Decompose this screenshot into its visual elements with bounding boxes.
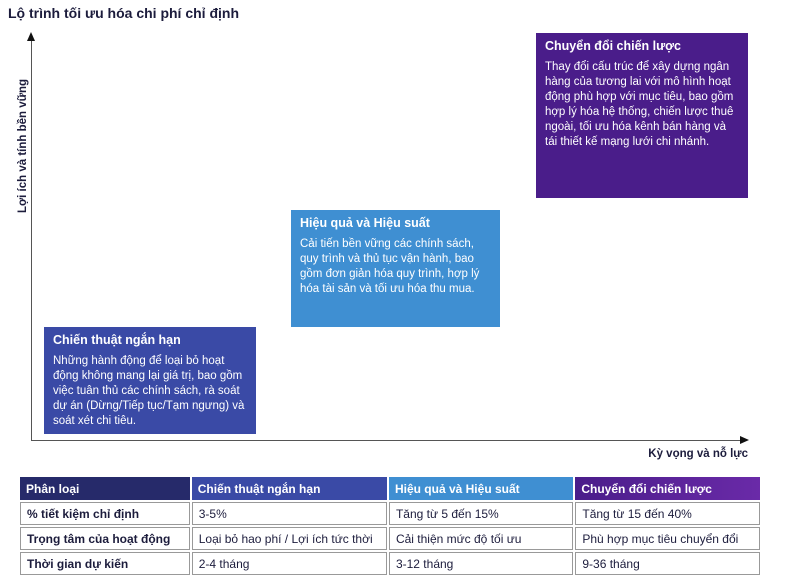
box-strategic-transformation xyxy=(536,33,748,198)
table-cell: 3-5% xyxy=(192,502,387,525)
table-row xyxy=(20,502,760,525)
box-title: Chuyển đổi chiến lược xyxy=(545,39,682,53)
y-axis-arrow-icon xyxy=(27,32,35,41)
box-text: Thay đổi cấu trúc để xây dựng ngân hàng của tương lai với mô hình hoạt động phù hợp với mục tiêu, bao gồm hợp lý hóa hệ thống, chiến lược thuê ngoài, tối ưu hóa kênh bán hàng và tái thiết kế mạng lưới chi nhánh. xyxy=(545,61,734,148)
x-axis-arrow-icon xyxy=(740,436,749,444)
x-axis xyxy=(31,440,741,441)
box-efficiency xyxy=(291,210,500,327)
row-header: Trọng tâm của hoạt động xyxy=(20,527,190,550)
table-header-row xyxy=(20,477,760,500)
table-cell: Tăng từ 5 đến 15% xyxy=(389,502,573,525)
header-cell: Chiến thuật ngắn hạn xyxy=(192,477,387,500)
header-cell: Phân loại xyxy=(20,477,190,500)
box-text: Cải tiến bền vững các chính sách, quy trình và thủ tục vận hành, bao gồm đơn giản hóa quy trình, hợp lý hóa tài sản và tối ưu hóa thu mua. xyxy=(300,238,480,295)
y-axis-label: Lợi ích và tính bền vững xyxy=(17,78,29,214)
table-cell: 9-36 tháng xyxy=(575,552,760,575)
table-cell: Tăng từ 15 đến 40% xyxy=(575,502,760,525)
table-row xyxy=(20,527,760,550)
row-header: Thời gian dự kiến xyxy=(20,552,190,575)
y-axis xyxy=(31,40,32,441)
table-cell: Cải thiện mức độ tối ưu xyxy=(389,527,573,550)
box-title: Hiệu quả và Hiệu suất xyxy=(300,216,430,230)
table-cell: Loại bỏ hao phí / Lợi ích tức thời xyxy=(192,527,387,550)
x-axis-label: Kỳ vọng và nỗ lực xyxy=(648,448,748,460)
table-cell: 2-4 tháng xyxy=(192,552,387,575)
box-text: Những hành động để loại bỏ hoạt động không mang lại giá trị, bao gồm việc tuân thủ các chính sách, rà soát dự án (Dừng/Tiếp tục/Tạm ngưng) và soát xét chi tiêu. xyxy=(53,355,245,427)
comparison-table xyxy=(18,475,762,577)
diagram-title: Lộ trình tối ưu hóa chi phí chỉ định xyxy=(8,5,239,21)
header-cell: Chuyển đổi chiến lược xyxy=(575,477,760,500)
box-short-term-tactics xyxy=(44,327,256,434)
table-cell: 3-12 tháng xyxy=(389,552,573,575)
table-cell: Phù hợp mục tiêu chuyển đổi xyxy=(575,527,760,550)
header-cell: Hiệu quả và Hiệu suất xyxy=(389,477,573,500)
box-title: Chiến thuật ngắn hạn xyxy=(53,333,181,347)
row-header: % tiết kiệm chỉ định xyxy=(20,502,190,525)
table-row xyxy=(20,552,760,575)
